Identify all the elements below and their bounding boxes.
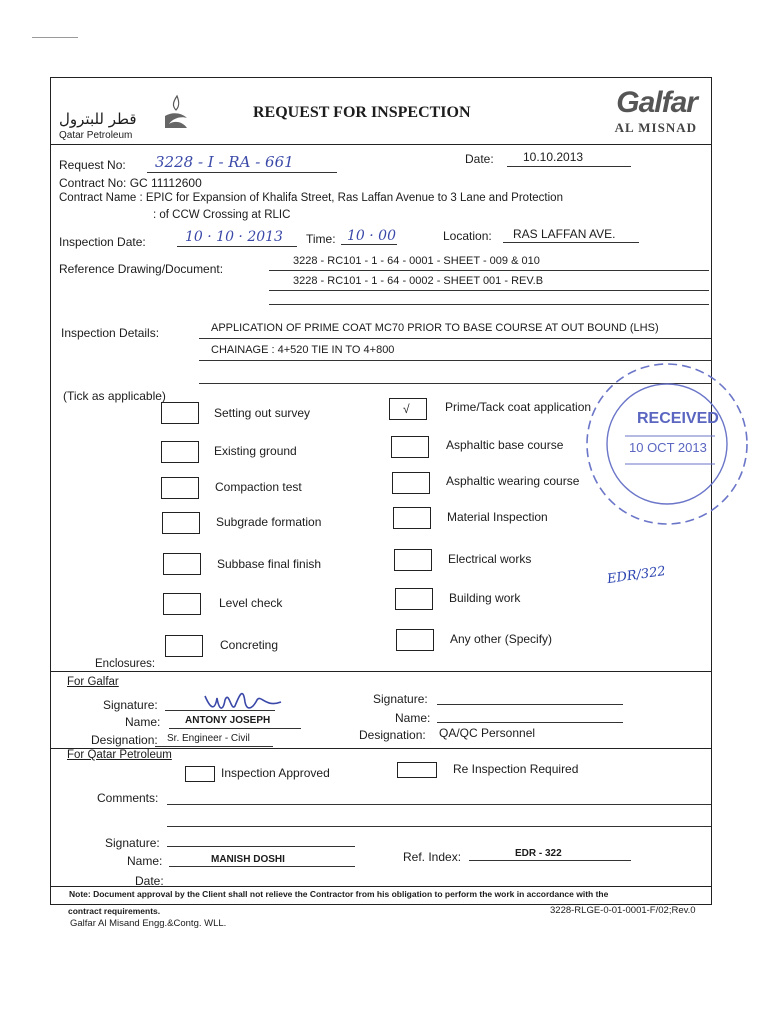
note-divider — [51, 886, 711, 887]
item-subgrade-formation: Subgrade formation — [216, 515, 322, 529]
comments-line2 — [167, 826, 711, 827]
reference-line1: 3228 - RC101 - 1 - 64 - 0001 - SHEET - 009 & 010 — [293, 255, 540, 267]
galfar-designation-label: Designation: — [91, 733, 158, 747]
ref-index-value: EDR - 322 — [515, 848, 562, 859]
galfar-signature-line — [165, 710, 275, 711]
qp-logo-arabic: قطر للبترول — [59, 110, 137, 128]
reinspection-required-label: Re Inspection Required — [453, 762, 579, 776]
item-existing-ground: Existing ground — [214, 444, 297, 458]
stamp-received: RECEIVED — [637, 410, 719, 427]
reference-rule3 — [269, 304, 709, 305]
time-value: 10 · 00 — [347, 228, 396, 244]
reference-rule1 — [269, 270, 709, 271]
galfar-logo — [559, 86, 707, 138]
checkbox-compaction-test[interactable] — [161, 477, 199, 499]
galfar-name2-label: Name: — [395, 711, 431, 725]
inspection-form — [50, 77, 719, 905]
qp-name-label: Name: — [127, 854, 163, 868]
stamp-initials: EDR/322 — [606, 563, 667, 588]
inspection-approved-label: Inspection Approved — [221, 766, 330, 780]
galfar-name-line — [169, 728, 301, 729]
galfar-name2-line — [437, 722, 623, 723]
checkbox-inspection-approved[interactable] — [185, 766, 215, 782]
inspection-date-label: Inspection Date: — [59, 235, 146, 249]
stamp-date: 10 OCT 2013 — [629, 440, 707, 455]
checkbox-asphaltic-wearing-course[interactable] — [392, 472, 430, 494]
reference-rule2 — [269, 290, 709, 291]
galfar-signature-label: Signature: — [103, 698, 158, 712]
reference-label: Reference Drawing/Document: — [59, 262, 224, 276]
item-subbase-final-finish: Subbase final finish — [217, 557, 322, 571]
qp-logo-english: Qatar Petroleum — [59, 130, 133, 141]
item-concreting: Concreting — [220, 638, 279, 652]
item-material-inspection: Material Inspection — [447, 510, 548, 524]
scan-mark — [32, 37, 78, 38]
checkbox-asphaltic-base-course[interactable] — [391, 436, 429, 458]
details-rule1 — [199, 338, 711, 339]
galfar-logo-text: Galfar — [616, 86, 697, 119]
date-value: 10.10.2013 — [523, 150, 584, 164]
ref-index-label: Ref. Index: — [403, 850, 462, 864]
galfar-signature2-line — [437, 704, 623, 705]
checkbox-electrical-works[interactable] — [394, 549, 432, 571]
item-building-work: Building work — [449, 591, 521, 605]
comments-label: Comments: — [97, 791, 159, 805]
note-line2: contract requirements. — [68, 906, 161, 916]
item-asphaltic-base-course: Asphaltic base course — [446, 438, 564, 452]
time-label: Time: — [306, 232, 336, 246]
details-line2: CHAINAGE : 4+520 TIE IN TO 4+800 — [211, 344, 395, 356]
contract-no: Contract No: GC 11112600 — [59, 176, 202, 190]
checkbox-prime-tack-coat[interactable] — [389, 398, 427, 420]
galfar-designation2-label: Designation: — [359, 728, 426, 742]
checkbox-subgrade-formation[interactable] — [162, 512, 200, 534]
galfar-designation-value: Sr. Engineer - Civil — [167, 733, 250, 744]
inspection-date-line — [177, 246, 297, 247]
checkbox-reinspection-required[interactable] — [397, 762, 437, 778]
reference-line2: 3228 - RC101 - 1 - 64 - 0002 - SHEET 001 - REV.B — [293, 275, 544, 287]
qp-date-label: Date: — [135, 874, 164, 888]
details-label: Inspection Details: — [61, 326, 160, 340]
galfar-logo-sub: AL MISNAD — [614, 120, 697, 135]
checkbox-level-check[interactable] — [163, 593, 201, 615]
request-no-label: Request No: — [59, 158, 126, 172]
location-label: Location: — [443, 229, 492, 243]
item-compaction-test: Compaction test — [215, 480, 302, 494]
inspection-date-value: 10 · 10 · 2013 — [185, 229, 283, 245]
galfar-divider — [51, 671, 711, 672]
checkbox-subbase-final-finish[interactable] — [163, 553, 201, 575]
item-electrical-works: Electrical works — [448, 552, 532, 566]
qatar-petroleum-logo — [57, 92, 189, 144]
date-label: Date: — [465, 152, 494, 166]
time-line — [341, 244, 397, 245]
checkbox-building-work[interactable] — [395, 588, 433, 610]
enclosures-label: Enclosures: — [95, 658, 156, 670]
galfar-designation2-value: QA/QC Personnel — [439, 726, 536, 740]
tick-label: (Tick as applicable) — [63, 389, 166, 403]
ref-index-line — [469, 860, 631, 861]
item-setting-out-survey: Setting out survey — [214, 406, 311, 420]
item-any-other: Any other (Specify) — [450, 632, 553, 646]
location-line — [503, 242, 639, 243]
qp-signature-line — [167, 846, 355, 847]
received-stamp — [573, 360, 759, 528]
checkbox-setting-out-survey[interactable] — [161, 402, 199, 424]
galfar-designation-line — [155, 746, 273, 747]
tick-mark: √ — [403, 402, 410, 416]
details-line1: APPLICATION OF PRIME COAT MC70 PRIOR TO BASE COURSE AT OUT BOUND (LHS) — [211, 322, 659, 334]
location-value: RAS LAFFAN AVE. — [513, 227, 616, 241]
qp-signature-label: Signature: — [105, 836, 160, 850]
qp-name-value: MANISH DOSHI — [211, 854, 285, 865]
footer-company: Galfar Al Misand Engg.&Contg. WLL. — [70, 918, 227, 929]
checkbox-concreting[interactable] — [165, 635, 203, 657]
qp-heading: For Qatar Petroleum — [67, 749, 172, 761]
header-divider — [51, 144, 711, 145]
qp-emblem-icon — [161, 94, 191, 134]
note-line1: Note: Document approval by the Client shall not relieve the Contractor from his obligation to perform the work in accordance with the — [69, 889, 609, 899]
galfar-heading: For Galfar — [67, 676, 119, 688]
galfar-name-value: ANTONY JOSEPH — [185, 715, 271, 726]
request-no-value: 3228 - I - RA - 661 — [155, 153, 294, 171]
galfar-signature2-label: Signature: — [373, 692, 428, 706]
form-title: REQUEST FOR INSPECTION — [253, 104, 471, 121]
item-level-check: Level check — [219, 596, 283, 610]
item-prime-tack-coat: Prime/Tack coat application — [445, 400, 592, 414]
footer-code: 3228-RLGE-0-01-0001-F/02;Rev.0 — [550, 905, 696, 916]
item-asphaltic-wearing-course: Asphaltic wearing course — [446, 474, 580, 488]
galfar-name-label: Name: — [125, 715, 161, 729]
checkbox-material-inspection[interactable] — [393, 507, 431, 529]
request-no-line — [147, 172, 337, 173]
contract-name-line2: : of CCW Crossing at RLIC — [153, 209, 291, 221]
checkbox-any-other[interactable] — [396, 629, 434, 651]
checkbox-existing-ground[interactable] — [161, 441, 199, 463]
date-line — [507, 166, 631, 167]
comments-line1 — [167, 804, 711, 805]
contract-name-line1: Contract Name : EPIC for Expansion of Khalifa Street, Ras Laffan Avenue to 3 Lane and Protection — [59, 192, 563, 204]
qp-name-line — [169, 866, 355, 867]
